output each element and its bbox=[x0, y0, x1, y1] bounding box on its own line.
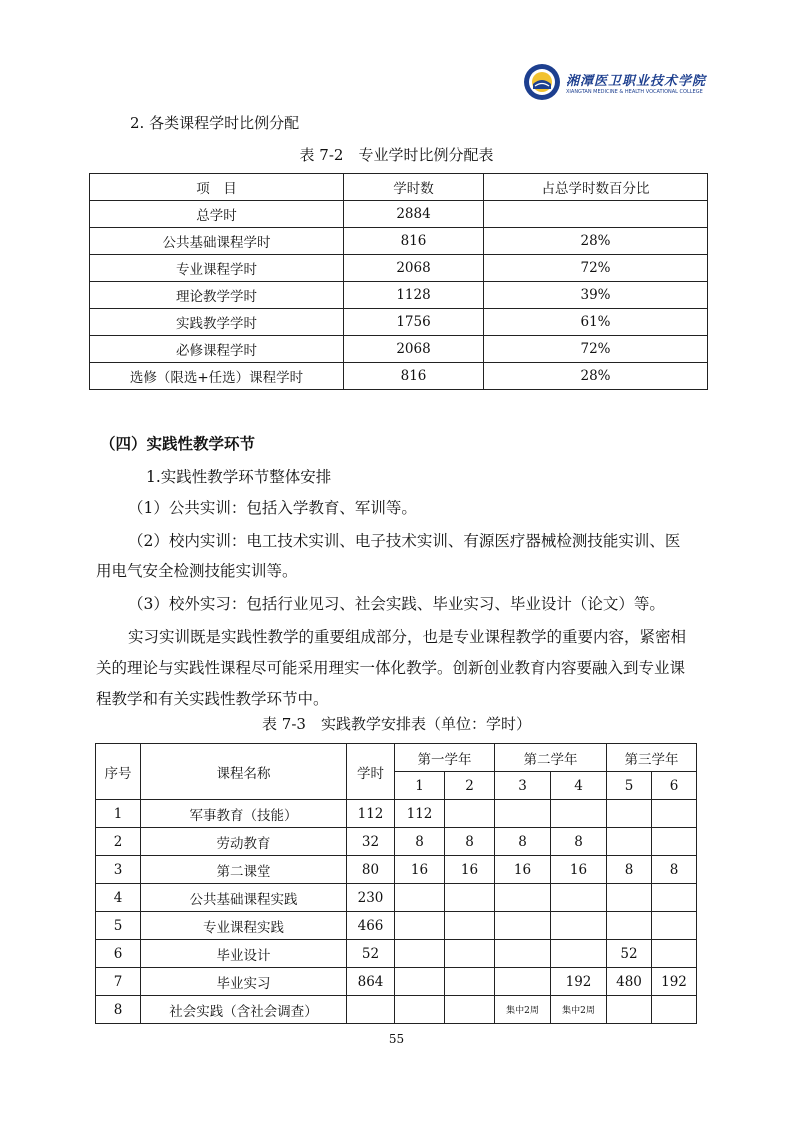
table-cell: 公共基础课程实践 bbox=[141, 884, 347, 912]
table-cell: 32 bbox=[347, 828, 395, 856]
table-cell bbox=[395, 912, 445, 940]
table-cell: 实践教学学时 bbox=[90, 309, 344, 336]
table-cell: 8 bbox=[652, 856, 697, 884]
table-cell bbox=[607, 828, 652, 856]
table-cell: 16 bbox=[495, 856, 551, 884]
column-header-index: 序号 bbox=[96, 744, 141, 800]
table-cell: 192 bbox=[652, 968, 697, 996]
table-row bbox=[96, 968, 697, 996]
table-cell bbox=[445, 996, 495, 1024]
college-name: 湘潭医卫职业技术学院 bbox=[566, 74, 707, 89]
column-header-term: 4 bbox=[551, 772, 607, 800]
table-header-row bbox=[90, 174, 708, 201]
table-row bbox=[90, 309, 708, 336]
table-cell: 816 bbox=[344, 363, 484, 390]
table-cell bbox=[445, 884, 495, 912]
table-cell bbox=[495, 800, 551, 828]
table-cell: 4 bbox=[96, 884, 141, 912]
table-cell bbox=[395, 884, 445, 912]
table-cell bbox=[607, 800, 652, 828]
table-cell: 28% bbox=[484, 363, 708, 390]
column-header-year-3: 第三学年 bbox=[607, 744, 697, 772]
section-heading-4: （四）实践性教学环节 bbox=[100, 435, 256, 453]
table-cell: 专业课程实践 bbox=[141, 912, 347, 940]
paragraph-campus-training-line1: （2）校内实训：电工技术实训、电子技术实训、有源医疗器械检测技能实训、医 bbox=[128, 532, 681, 550]
table-cell bbox=[551, 884, 607, 912]
subheading-practice-arrangement: 1.实践性教学环节整体安排 bbox=[146, 468, 332, 486]
table-cell: 理论教学学时 bbox=[90, 282, 344, 309]
table-cell: 必修课程学时 bbox=[90, 336, 344, 363]
table-cell: 230 bbox=[347, 884, 395, 912]
column-header-year-1: 第一学年 bbox=[395, 744, 495, 772]
section-heading-2: 2. 各类课程学时比例分配 bbox=[130, 114, 300, 132]
table-cell bbox=[495, 968, 551, 996]
column-header-hours: 学时 bbox=[347, 744, 395, 800]
table-header-row bbox=[96, 744, 697, 772]
table-cell bbox=[551, 912, 607, 940]
college-name-english: XIANGTAN MEDICINE & HEALTH VOCATIONAL COLLEGE bbox=[566, 89, 703, 95]
table-cell: 集中2周 bbox=[495, 996, 551, 1024]
table-cell bbox=[495, 884, 551, 912]
table-cell: 毕业设计 bbox=[141, 940, 347, 968]
college-emblem-icon bbox=[522, 62, 562, 102]
page-number: 55 bbox=[388, 1032, 405, 1046]
table-cell: 集中2周 bbox=[551, 996, 607, 1024]
table-row bbox=[90, 228, 708, 255]
table-row bbox=[90, 336, 708, 363]
table-cell bbox=[484, 201, 708, 228]
paragraph-external-internship: （3）校外实习：包括行业见习、社会实践、毕业实习、毕业设计（论文）等。 bbox=[128, 595, 665, 613]
table-cell: 选修（限选+任选）课程学时 bbox=[90, 363, 344, 390]
table-cell: 8 bbox=[495, 828, 551, 856]
table-cell bbox=[445, 800, 495, 828]
table-cell: 7 bbox=[96, 968, 141, 996]
table-cell: 16 bbox=[395, 856, 445, 884]
column-header-term: 6 bbox=[652, 772, 697, 800]
table-cell: 52 bbox=[347, 940, 395, 968]
table-cell: 1 bbox=[96, 800, 141, 828]
table-cell: 192 bbox=[551, 968, 607, 996]
column-header-term: 3 bbox=[495, 772, 551, 800]
table-cell: 3 bbox=[96, 856, 141, 884]
column-header-term: 2 bbox=[445, 772, 495, 800]
table-cell: 816 bbox=[344, 228, 484, 255]
table-cell bbox=[652, 884, 697, 912]
table-cell: 466 bbox=[347, 912, 395, 940]
table-cell bbox=[607, 996, 652, 1024]
table-row bbox=[96, 940, 697, 968]
paragraph-public-training: （1）公共实训：包括入学教育、军训等。 bbox=[128, 499, 417, 517]
table-cell bbox=[395, 940, 445, 968]
table-cell: 总学时 bbox=[90, 201, 344, 228]
table-row bbox=[90, 255, 708, 282]
table-7-3-caption: 表 7-3 实践教学安排表（单位：学时） bbox=[262, 715, 531, 733]
table-cell: 专业课程学时 bbox=[90, 255, 344, 282]
table-cell: 16 bbox=[445, 856, 495, 884]
table-cell bbox=[347, 996, 395, 1024]
table-cell: 劳动教育 bbox=[141, 828, 347, 856]
table-row bbox=[96, 856, 697, 884]
table-cell: 864 bbox=[347, 968, 395, 996]
paragraph-campus-training-line2: 用电气安全检测技能实训等。 bbox=[96, 562, 298, 580]
table-cell: 1756 bbox=[344, 309, 484, 336]
table-cell bbox=[445, 968, 495, 996]
table-cell: 8 bbox=[96, 996, 141, 1024]
table-cell bbox=[652, 828, 697, 856]
table-cell bbox=[607, 912, 652, 940]
table-cell bbox=[551, 940, 607, 968]
column-header: 项 目 bbox=[90, 174, 344, 201]
table-cell bbox=[445, 912, 495, 940]
table-row bbox=[96, 800, 697, 828]
table-7-2-caption: 表 7-2 专业学时比例分配表 bbox=[299, 146, 494, 164]
table-cell: 480 bbox=[607, 968, 652, 996]
table-cell bbox=[652, 996, 697, 1024]
college-logo bbox=[522, 62, 722, 102]
table-cell bbox=[652, 912, 697, 940]
table-cell: 5 bbox=[96, 912, 141, 940]
table-cell: 72% bbox=[484, 336, 708, 363]
table-cell: 2068 bbox=[344, 255, 484, 282]
table-cell bbox=[652, 800, 697, 828]
table-row bbox=[96, 884, 697, 912]
table-cell bbox=[495, 912, 551, 940]
paragraph-summary-line3: 程教学和有关实践性教学环节中。 bbox=[96, 690, 329, 708]
column-header: 占总学时数百分比 bbox=[484, 174, 708, 201]
table-cell: 28% bbox=[484, 228, 708, 255]
table-7-2 bbox=[89, 173, 708, 390]
table-cell: 毕业实习 bbox=[141, 968, 347, 996]
column-header-term: 1 bbox=[395, 772, 445, 800]
table-cell: 72% bbox=[484, 255, 708, 282]
table-cell: 2884 bbox=[344, 201, 484, 228]
table-cell: 军事教育（技能） bbox=[141, 800, 347, 828]
table-cell: 8 bbox=[607, 856, 652, 884]
table-cell bbox=[395, 968, 445, 996]
table-cell bbox=[607, 884, 652, 912]
table-cell bbox=[445, 940, 495, 968]
table-row bbox=[96, 912, 697, 940]
table-cell: 6 bbox=[96, 940, 141, 968]
table-cell bbox=[395, 996, 445, 1024]
column-header-course: 课程名称 bbox=[141, 744, 347, 800]
table-cell: 公共基础课程学时 bbox=[90, 228, 344, 255]
table-cell: 112 bbox=[347, 800, 395, 828]
table-row bbox=[90, 201, 708, 228]
table-7-3 bbox=[95, 743, 697, 1024]
table-cell: 2068 bbox=[344, 336, 484, 363]
table-row bbox=[96, 996, 697, 1024]
column-header-term: 5 bbox=[607, 772, 652, 800]
paragraph-summary-line1: 实习实训既是实践性教学的重要组成部分，也是专业课程教学的重要内容，紧密相 bbox=[128, 628, 687, 646]
table-cell: 80 bbox=[347, 856, 395, 884]
table-cell: 2 bbox=[96, 828, 141, 856]
table-cell: 1128 bbox=[344, 282, 484, 309]
column-header: 学时数 bbox=[344, 174, 484, 201]
table-cell: 39% bbox=[484, 282, 708, 309]
table-cell: 8 bbox=[551, 828, 607, 856]
column-header-year-2: 第二学年 bbox=[495, 744, 607, 772]
table-cell: 16 bbox=[551, 856, 607, 884]
table-cell: 112 bbox=[395, 800, 445, 828]
table-cell: 第二课堂 bbox=[141, 856, 347, 884]
table-row bbox=[90, 363, 708, 390]
paragraph-summary-line2: 关的理论与实践性课程尽可能采用理实一体化教学。创新创业教育内容要融入到专业课 bbox=[96, 659, 686, 677]
table-cell: 52 bbox=[607, 940, 652, 968]
table-row bbox=[96, 828, 697, 856]
table-cell: 社会实践（含社会调查） bbox=[141, 996, 347, 1024]
table-cell: 8 bbox=[445, 828, 495, 856]
table-cell bbox=[551, 800, 607, 828]
table-cell: 8 bbox=[395, 828, 445, 856]
table-cell bbox=[652, 940, 697, 968]
table-row bbox=[90, 282, 708, 309]
table-cell bbox=[495, 940, 551, 968]
table-cell: 61% bbox=[484, 309, 708, 336]
